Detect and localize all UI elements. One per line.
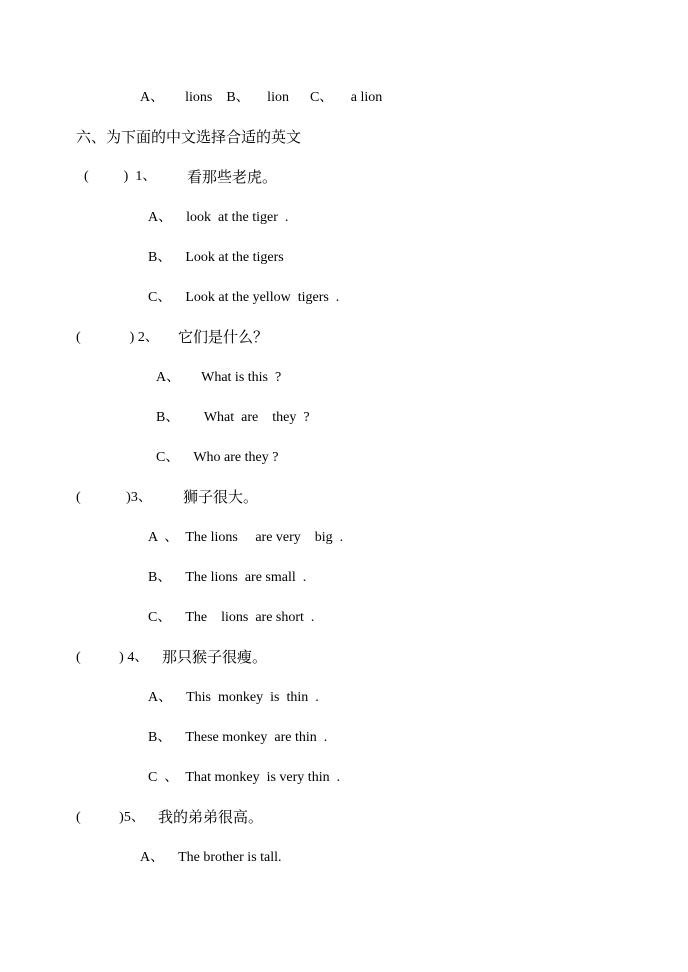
- question-1-option-a: A、 look at the tiger .: [148, 210, 289, 225]
- question-3-option-b: B、 The lions are small .: [148, 570, 307, 585]
- question-5-option-a: A、 The brother is tall.: [140, 850, 282, 865]
- question-2-option-b: B、 What are they ?: [156, 410, 310, 425]
- question-1-option-c: C、 Look at the yellow tigers .: [148, 290, 340, 305]
- question-2-stem: 它们是什么？: [178, 328, 269, 346]
- question-1-option-b: B、 Look at the tigers: [148, 250, 284, 265]
- question-3-option-c: C、 The lions are short .: [148, 610, 315, 625]
- question-4-option-c: C 、 That monkey is very thin .: [148, 770, 341, 785]
- top-answer-options: A、 lions B、 lion C、 a lion: [140, 90, 383, 105]
- question-3-option-a: A 、 The lions are very big .: [148, 530, 344, 545]
- question-4-option-b: B、 These monkey are thin .: [148, 730, 328, 745]
- question-2-prefix: ( ) 2、: [76, 330, 159, 345]
- section-title: 六、为下面的中文选择合适的英文: [76, 128, 302, 146]
- question-4-stem: 那只猴子很瘦。: [162, 648, 268, 666]
- question-2-option-c: C、 Who are they ?: [156, 450, 279, 465]
- question-3-stem: 狮子很大。: [183, 488, 259, 506]
- question-1-prefix: ( ) 1、: [84, 169, 157, 184]
- question-5-prefix: ( )5、: [76, 810, 145, 825]
- question-2-option-a: A、 What is this ?: [156, 370, 282, 385]
- question-1-stem: 看那些老虎。: [187, 168, 278, 186]
- question-4-prefix: ( ) 4、: [76, 650, 149, 665]
- question-5-stem: 我的弟弟很高。: [158, 808, 264, 826]
- question-4-option-a: A、 This monkey is thin .: [148, 690, 319, 705]
- question-3-prefix: ( )3、: [76, 490, 152, 505]
